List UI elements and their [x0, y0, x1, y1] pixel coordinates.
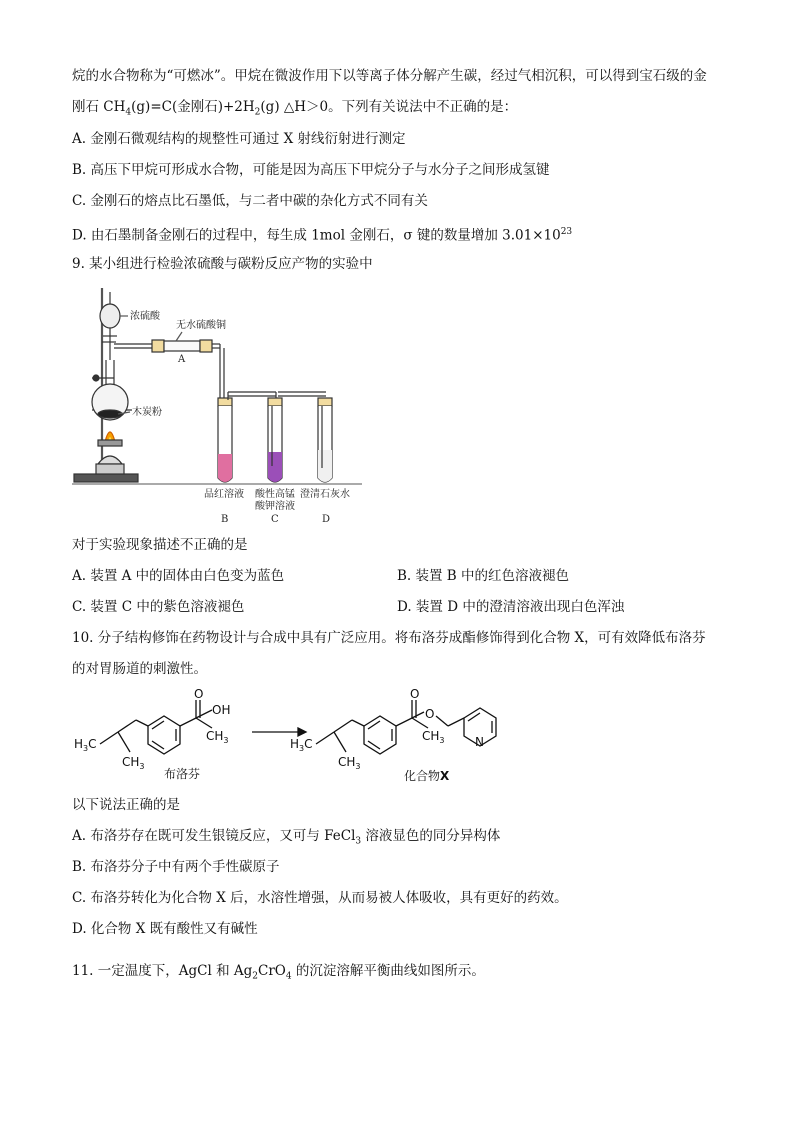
gauze: [98, 440, 122, 446]
q10-option-a-text: A. 布洛芬存在既可发生银镜反应，又可与 FeCl: [72, 828, 356, 844]
q8-option-c: C. 金刚石的熔点比石墨低，与二者中碳的杂化方式不同有关: [72, 193, 428, 209]
q10-stem-line2: 的对胃肠道的刺激性。: [72, 661, 207, 677]
q9-question: 对于实验现象描述不正确的是: [72, 537, 248, 553]
x-carbonyl-o: O: [410, 687, 420, 701]
arrow-head: [298, 728, 306, 736]
label-charcoal: 木炭粉: [132, 407, 162, 418]
reaction-scheme: [72, 686, 532, 786]
q9-option-c: C. 装置 C 中的紫色溶液褪色: [72, 599, 245, 615]
label-limewater: 澄清石灰水: [300, 489, 350, 500]
q8-intro-line1: 烷的水合物称为“可燃冰”。甲烷在微波作用下以等离子体分解产生碳，经过气相沉积，可以得到宝石级的金: [72, 68, 707, 84]
label-kmno4-2: 酸钾溶液: [255, 501, 295, 512]
label-b: B: [221, 514, 229, 525]
label-c: C: [271, 514, 279, 525]
q10-question: 以下说法正确的是: [72, 797, 180, 813]
q8-text: (g)=C(金刚石)+2H: [131, 99, 255, 115]
x-ester-o: O: [425, 707, 435, 721]
ibu-ch3b-label: $CH_3$: [206, 729, 229, 745]
apparatus-figure: [72, 282, 362, 527]
q8-text: 刚石 CH: [72, 99, 126, 115]
ibu-o-label: O: [194, 687, 204, 701]
limewater-solution: [318, 450, 332, 482]
funnel-bulb: [100, 304, 120, 328]
q10-option-b: B. 布洛芬分子中有两个手性碳原子: [72, 859, 280, 875]
x-ch3-label: $CH_3$: [338, 755, 361, 771]
q10-option-a: [72, 826, 500, 852]
tube-a-stopper-left: [152, 340, 164, 352]
label-a: A: [178, 354, 186, 365]
q8-option-d-sup: 23: [560, 227, 573, 237]
x-ch3b-label: $CH_3$: [422, 729, 445, 745]
q8-option-a: A. 金刚石微观结构的规整性可通过 X 射线衍射进行测定: [72, 131, 406, 147]
label-kmno4-1: 酸性高锰: [255, 489, 295, 500]
ibuprofen-label: 布洛芬: [164, 767, 201, 781]
q8-option-d: [72, 222, 572, 246]
q10-option-a-text2: 溶液显色的同分异构体: [361, 828, 501, 844]
ibu-bond: [100, 732, 118, 744]
q9-option-b: B. 装置 B 中的红色溶液褪色: [397, 568, 570, 584]
pyridine-n-label: N: [475, 735, 484, 749]
tube-a-stopper-right: [200, 340, 212, 352]
ibu-ch3-label: $CH_3$: [122, 755, 145, 771]
q8-sub: 4: [125, 107, 132, 118]
ibu-h3c-label: $H_3C$: [74, 737, 97, 753]
label-d: D: [322, 514, 331, 525]
x-h3c-label: $H_3C$: [290, 737, 313, 753]
kmno4-solution: [268, 452, 282, 482]
drying-tube-a: [164, 341, 200, 351]
label-pinred: 品红溶液: [204, 489, 244, 500]
q8-text: (g) △H＞0。下列有关说法中不正确的是：: [260, 99, 518, 115]
q10-stem-line1: 10. 分子结构修饰在药物设计与合成中具有广泛应用。将布洛芬成酯修饰得到化合物 X，可有效降低布洛芬: [72, 630, 706, 646]
compound-x-label: 化合物X: [404, 769, 450, 783]
q11-text: 11. 一定温度下，AgCl 和 Ag: [72, 963, 253, 979]
q10-option-c: C. 布洛芬转化为化合物 X 后，水溶性增强，从而易被人体吸收，具有更好的药效。: [72, 890, 568, 906]
label-anhydrous-cuso4: 无水硫酸铜: [176, 320, 226, 331]
label-conc-acid: 浓硫酸: [130, 311, 160, 322]
q11-sub: 2: [252, 971, 259, 982]
q8-sub: 2: [254, 107, 261, 118]
q11-stem: [72, 961, 485, 987]
q9-option-d: D. 装置 D 中的澄清溶液出现白色浑浊: [397, 599, 625, 615]
q8-option-b: B. 高压下甲烷可形成水合物，可能是因为高压下甲烷分子与水分子之间形成氢键: [72, 162, 550, 178]
q11-text: CrO: [258, 963, 286, 979]
q9-stem: 9. 某小组进行检验浓硫酸与碳粉反应产物的实验中: [72, 256, 373, 272]
q8-intro-line2: [72, 97, 517, 123]
stand-base: [74, 474, 138, 482]
q10-option-a-sub: 3: [355, 836, 362, 847]
q9-option-a: A. 装置 A 中的固体由白色变为蓝色: [72, 568, 285, 584]
pinred-solution: [218, 454, 232, 482]
q11-text: 的沉淀溶解平衡曲线如图所示。: [291, 963, 485, 979]
q8-option-d-text: D. 由石墨制备金刚石的过程中，每生成 1mol 金刚石，σ 键的数量增加 3.01×10: [72, 227, 561, 244]
q11-sub: 4: [285, 971, 292, 982]
ibu-oh-label: OH: [212, 703, 231, 717]
q10-option-d: D. 化合物 X 既有酸性又有碱性: [72, 921, 258, 937]
